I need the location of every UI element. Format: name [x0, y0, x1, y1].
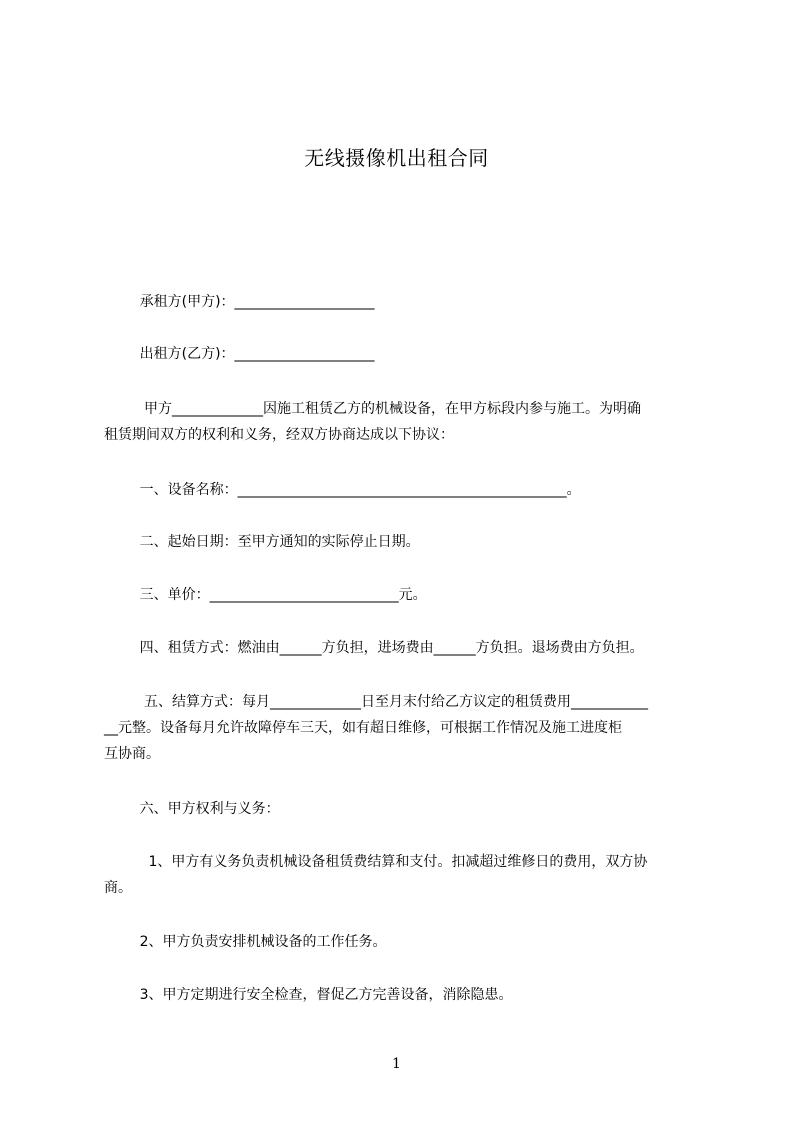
page-title: 无线摄像机出租合同	[304, 146, 489, 170]
clause-6-item-2: 2、甲方负责安排机械设备的工作任务。	[104, 934, 387, 950]
clause-5-settlement-line-2: __元整。设备每月允许故障停车三天，如有超日维修，可根据工作情况及施工进度柜	[104, 720, 622, 736]
intro-paragraph-line-2: 租赁期间双方的权利和义务，经双方协商达成以下协议：	[104, 427, 454, 443]
party-b-line: 出租方(乙方)：____________________	[104, 346, 375, 362]
clause-6-item-3: 3、甲方定期进行安全检查，督促乙方完善设备，消除隐患。	[104, 987, 513, 1003]
party-a-line: 承租方(甲方)：____________________	[104, 294, 375, 310]
clause-6-heading: 六、甲方权利与义务：	[104, 801, 280, 817]
clause-1-equipment-name: 一、设备名称：_______________________________________________。	[104, 482, 581, 498]
page-number: 1	[392, 1056, 401, 1072]
clause-6-item-1-line-1: 1、甲方有义务负责机械设备租赁费结算和支付。扣减超过维修日的费用，双方协	[104, 854, 648, 870]
clause-6-item-1-line-2: 商。	[104, 880, 132, 896]
clause-4-lease-method: 四、租赁方式：燃油由______方负担，进场费由______方负担。退场费由方负担。	[104, 640, 644, 656]
clause-3-unit-price: 三、单价：___________________________元。	[104, 587, 427, 603]
clause-5-settlement-line-1: 五、结算方式：每月_____________日至月末付给乙方议定的租赁费用___________	[104, 694, 649, 710]
clause-5-settlement-line-3: 互协商。	[104, 746, 160, 762]
clause-2-start-date: 二、起始日期：至甲方通知的实际停止日期。	[104, 534, 420, 550]
intro-paragraph-line-1: 甲方_____________因施工租赁乙方的机械设备，在甲方标段内参与施工。为明确	[104, 401, 642, 417]
